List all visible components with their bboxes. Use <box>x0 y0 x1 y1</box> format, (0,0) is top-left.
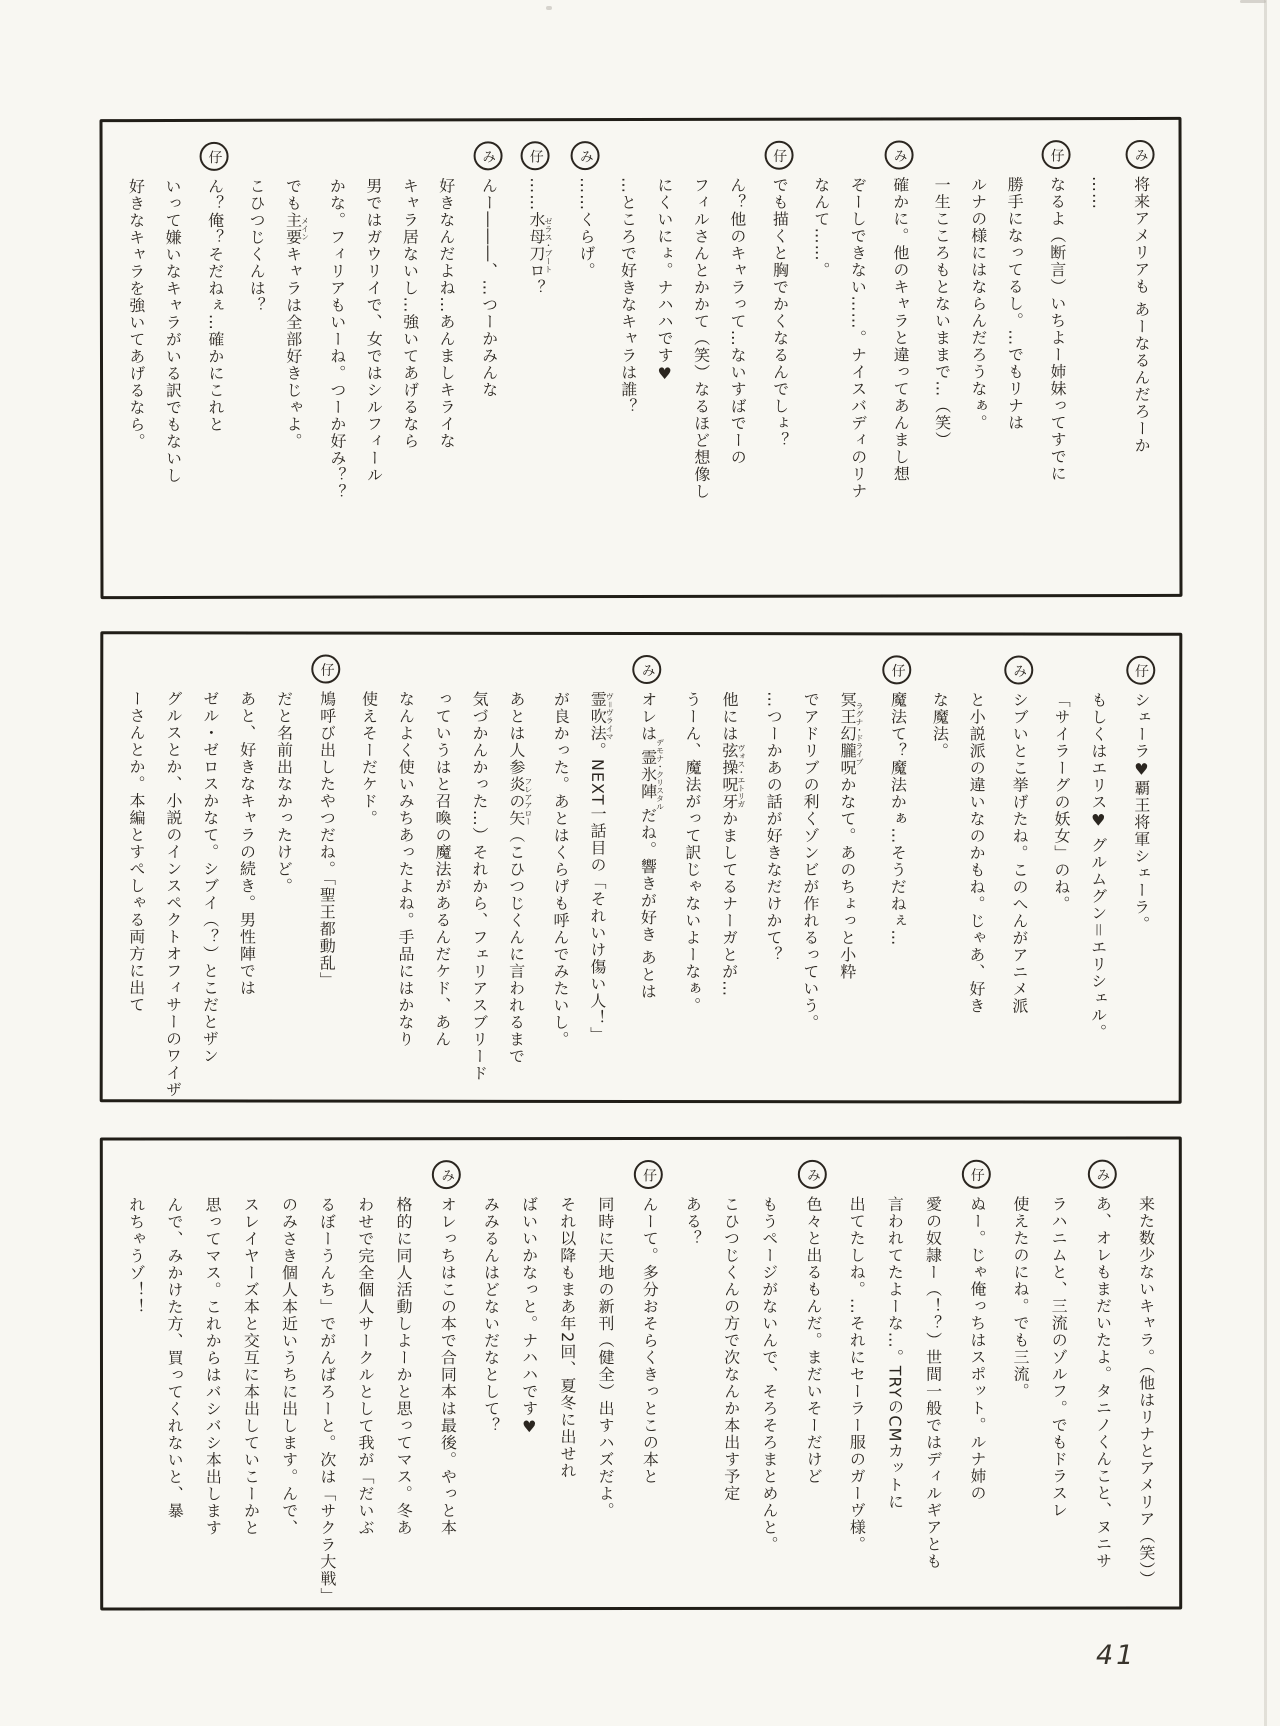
column-text: こひつじくんは？ <box>246 177 267 314</box>
speaker-mark-kohitsuji: 仔 <box>1042 140 1071 169</box>
text-column <box>521 141 553 296</box>
column-text: 他には弦操呪牙ヴォス・エトリガかましてるナーガとが… <box>719 691 746 998</box>
column-text: 格的に同人活動しよーかと思ってマス。冬あ <box>393 1196 414 1537</box>
speaker-mark-kohitsuji: 仔 <box>634 1160 663 1189</box>
column-text: 好きなんだよね…あんましキライな <box>436 177 457 450</box>
speaker-mark-mimirun: み <box>571 141 600 170</box>
speaker-mark-mimirun: み <box>1087 1160 1116 1189</box>
column-text: 霊吹法ヴ＝ヴライマ。NEXT一話目の「それいけ傷い人！」 <box>587 690 615 1044</box>
column-text: ラハニムと、三流のゾルフ。でもドラスレ <box>1049 1195 1069 1519</box>
page-number: 41 <box>1096 1640 1137 1671</box>
column-text: 将来アメリアも あーなるんだろーか <box>1131 175 1152 455</box>
text-column <box>203 1196 221 1536</box>
column-text: 魔法て？魔法かぁ…そうだねぇ… <box>888 691 908 947</box>
panel-3 <box>100 1137 1182 1611</box>
panel-3-columns <box>103 1140 1179 1608</box>
text-column <box>1052 692 1070 913</box>
column-text: ぬー。じゃ俺っちはスポット。ルナ姉の <box>967 1195 988 1502</box>
column-text: かな。フィリアもいーね。つーか好み？？ <box>327 177 348 501</box>
column-text: れちゃうゾ！！ <box>126 1196 146 1316</box>
text-column <box>1004 656 1034 1015</box>
column-text: 勝手になってるし。…でもリナは <box>1005 176 1025 432</box>
text-column <box>1049 1196 1067 1519</box>
text-column <box>885 140 915 482</box>
panel-1 <box>99 117 1182 599</box>
column-text: な魔法。 <box>930 691 950 760</box>
text-column <box>596 1196 614 1519</box>
column-text: 冥王幻朧呪ラグナ・ドライブかなて。あのちょっと小粋 <box>837 691 865 981</box>
column-text: 使えたのにね。でも三流。 <box>1010 1195 1031 1400</box>
text-column <box>558 1196 576 1479</box>
column-text: ルナの様にはならんだろうなぁ。 <box>968 176 989 432</box>
column-text: 使えそーだケド。 <box>359 690 379 827</box>
column-text: んー―――、…つーかみんな <box>479 177 499 399</box>
column-text: 男ではガウリイで、女ではシルフィール <box>363 177 384 484</box>
column-text: ぞーしできない……。ナイスバディのリナ <box>848 176 868 500</box>
text-column <box>969 176 987 431</box>
text-column <box>356 1196 374 1536</box>
column-text: わせで完全個人サークルとして我が「だいぶ <box>355 1196 376 1537</box>
text-column <box>200 690 218 1064</box>
column-text: あとは人参炎の矢フレアアロー（こひつじくんに言われるまで <box>506 690 533 1065</box>
column-text: でアドリブの利くゾンビが作れるっていう。 <box>800 691 821 1032</box>
speaker-mark-mimirun: み <box>1004 656 1033 685</box>
text-column <box>1126 140 1156 454</box>
text-column <box>274 690 292 894</box>
text-column <box>848 177 867 500</box>
speaker-mark-mimirun: み <box>798 1160 827 1189</box>
column-text: るぼーうんち」でがんばろーと。次は「サクラ大戦」 <box>317 1196 337 1605</box>
text-column <box>127 690 145 1013</box>
column-text: が良かった。あとはくらげも呼んでみたいし。 <box>550 690 571 1048</box>
column-text: ん？他のキャラって…ないすばでーの <box>727 176 748 466</box>
column-text: シェーラ♥覇王将軍シェーラ。 <box>1131 691 1151 933</box>
text-column <box>801 691 819 1031</box>
text-column <box>683 1196 701 1247</box>
text-column <box>691 177 710 500</box>
speaker-mark-mimirun: み <box>473 141 502 170</box>
column-text: でも描くと胸でかくなるんでしょ？ <box>770 176 790 449</box>
text-column <box>962 1160 991 1502</box>
text-column <box>127 178 145 450</box>
text-column <box>237 690 255 996</box>
column-text: んーて。多分おそらくきっとこの本と <box>640 1195 660 1486</box>
text-column <box>1137 1196 1155 1588</box>
text-column <box>163 178 182 484</box>
column-text: んで、みかけた方、買ってくれないと、暴 <box>164 1196 185 1520</box>
column-text: みみるんはどないだなとして？ <box>481 1196 501 1435</box>
text-column <box>280 1196 298 1536</box>
text-column <box>318 1196 336 1604</box>
column-text: なんて……。 <box>811 176 831 279</box>
speaker-mark-mimirun: み <box>432 1160 461 1189</box>
text-column <box>838 691 864 980</box>
text-column <box>327 178 346 501</box>
text-column <box>634 1160 663 1485</box>
column-text: 同時に天地の新刊（健全）出すハズだよ。 <box>595 1196 616 1520</box>
text-column <box>812 177 830 279</box>
text-column <box>798 1160 827 1485</box>
text-column <box>632 655 664 1000</box>
text-column <box>433 691 451 1048</box>
speaker-mark-kohitsuji: 仔 <box>521 141 550 170</box>
page-edge-shadow <box>1264 0 1267 1726</box>
text-column <box>720 691 746 997</box>
text-column <box>764 141 794 449</box>
text-column <box>364 178 383 484</box>
speaker-mark-mimirun: み <box>885 140 914 169</box>
column-text: 確かに。他のキャラと違ってあんまし想 <box>890 176 911 483</box>
scan-artifact <box>546 6 552 10</box>
text-column <box>470 691 488 1082</box>
text-column <box>1005 176 1023 431</box>
column-text: 愛の奴隷ー（！？）世間一般ではディルギアとも <box>923 1195 943 1570</box>
column-text: と小説派の違いなのかもね。じゃあ、好き <box>966 691 987 1015</box>
column-text: だと名前出なかったけど。 <box>274 690 294 895</box>
text-column <box>885 1196 903 1511</box>
text-column <box>1042 140 1072 482</box>
column-text: ーさんとか。本編とすぺしゃる両方に出て <box>126 690 147 1014</box>
panel-2-columns <box>103 634 1180 1101</box>
text-column <box>396 691 414 1048</box>
column-text: もうページがないんで、そろそろまとめんと。 <box>759 1195 780 1553</box>
column-text: あと、好きなキャラの続き。男性陣では <box>237 690 257 997</box>
speaker-mark-kohitsuji: 仔 <box>764 141 793 170</box>
column-text: …つーかあの話が好きなだけかて？ <box>763 691 784 964</box>
column-text: っていうはと召喚の魔法があるんだケド、あん <box>432 690 453 1048</box>
speaker-mark-mimirun: み <box>1126 140 1155 169</box>
column-text: 来た数少ないキャラ。（他はリナとアメリア（笑）） <box>1136 1195 1156 1588</box>
text-column <box>571 141 600 279</box>
text-column <box>924 1196 942 1570</box>
text-column <box>728 177 747 466</box>
text-column <box>683 691 701 1014</box>
speaker-mark-kohitsuji: 仔 <box>1126 656 1155 685</box>
column-text: オレは霊氷陣デモナ・クリスタルだね。響きが好き あとは <box>638 690 665 1001</box>
text-column <box>655 177 673 384</box>
column-text: 色々と出るもんだ。まだいそーだけど <box>803 1195 824 1485</box>
text-column <box>967 691 985 1014</box>
column-text: いって嫌いなキャラがいる訳でもないし <box>162 177 183 485</box>
speaker-mark-kohitsuji: 仔 <box>312 655 341 684</box>
text-column <box>473 141 503 398</box>
speaker-mark-kohitsuji: 仔 <box>962 1160 991 1189</box>
column-text: 言われてたよーな…。TRYのCMカットに <box>885 1195 905 1511</box>
text-column <box>507 691 533 1065</box>
column-text: 気づかんかった…）それから、フェリアスブリード <box>469 690 490 1082</box>
speaker-mark-mimirun: み <box>633 655 662 684</box>
text-column <box>722 1196 740 1502</box>
column-text: なんよく使いみちあったよね。手品にはかなり <box>395 690 416 1048</box>
column-text: キャラ居ないし…強いてあげるなら <box>400 177 420 450</box>
text-column <box>127 1196 145 1315</box>
column-text: あ、オレもまだいたよ。タニノくんこと、ヌニサ <box>1093 1195 1113 1570</box>
column-text: ……くらげ。 <box>576 177 597 280</box>
column-text: グルスとか、小説のインスペクトオフィサーのワイザ <box>163 690 184 1099</box>
column-text: 鳩呼び出したやつだね。「聖王都動乱」 <box>317 690 337 989</box>
column-text: なるよ（断言）いちよー姉妹ってすでに <box>1047 176 1068 483</box>
scan-artifact <box>1240 0 1266 3</box>
text-column <box>311 655 340 989</box>
text-column <box>247 178 265 314</box>
text-column <box>520 1196 538 1437</box>
text-column <box>764 691 782 963</box>
text-column <box>1089 176 1107 210</box>
column-text: ……水母刀ロゼラス・ブート？ <box>526 177 554 297</box>
column-text: ある？ <box>683 1195 703 1247</box>
text-column <box>588 691 614 1044</box>
text-column <box>618 177 636 415</box>
column-text: 好きなキャラを強いてあげるなら。 <box>126 178 147 451</box>
text-column <box>1126 656 1155 933</box>
column-text: うーん、魔法がって訳じゃないよーなぁ。 <box>682 691 703 1015</box>
column-text: こひつじくんの方で次なんか本出す予定 <box>721 1195 741 1502</box>
column-text: シブいとこ挙げたね。このへんがアニメ派 <box>1009 691 1030 1015</box>
column-text: それ以降もまあ年2回、夏冬に出せれ <box>557 1196 577 1480</box>
column-text: …ところで好きなキャラは誰？ <box>618 177 638 416</box>
column-text: にくいにょ。ナハハです♥ <box>654 176 675 384</box>
text-column <box>359 691 377 827</box>
text-column <box>760 1196 778 1553</box>
text-column <box>1087 1160 1116 1570</box>
column-text: スレイヤーズ本と交互に本出していこーかと <box>241 1196 261 1537</box>
column-text: ゼル・ゼロスかなて。シブイ（？）とこだとザン <box>200 690 220 1065</box>
text-column <box>241 1196 259 1536</box>
text-column <box>165 1196 183 1519</box>
text-column <box>164 690 182 1098</box>
text-column <box>394 1196 412 1536</box>
text-column <box>847 1196 865 1553</box>
column-text: ばいいかなっと。ナハハです♥ <box>519 1196 539 1438</box>
text-column <box>551 691 569 1048</box>
column-text: 思ってマス。これからはバシバシ本出します <box>203 1196 223 1537</box>
speaker-mark-kohitsuji: 仔 <box>199 142 228 171</box>
text-column <box>481 1196 499 1434</box>
column-text: でも主要メインキャラは全部好きじゃよ。 <box>283 177 310 450</box>
text-column <box>1011 1196 1029 1400</box>
text-column <box>882 655 911 946</box>
text-column <box>1089 692 1107 1041</box>
panel-1-columns <box>103 120 1180 596</box>
text-column <box>930 691 948 759</box>
column-text: オレっちはこの本で合同本は最後。やっと本 <box>438 1196 458 1537</box>
column-text: ん？俺？そだねぇ…確かにこれと <box>205 177 226 433</box>
panel-2 <box>100 631 1183 1104</box>
column-text: 「サイラーグの妖女」のね。 <box>1051 691 1072 913</box>
text-column <box>932 176 950 448</box>
speaker-mark-kohitsuji: 仔 <box>883 655 912 684</box>
column-text: 出てたしね。…それにセーラー服のガーヴ様。 <box>847 1195 867 1553</box>
column-text: フィルさんとかかて（笑）なるほど想像し <box>691 176 711 500</box>
column-text: もしくはエリス♥ グルムグン＝エリシェル。 <box>1088 691 1109 1041</box>
text-column <box>199 142 229 433</box>
column-text: のみさき個人本近いうちに出します。んで、 <box>279 1196 299 1537</box>
text-column <box>400 177 418 449</box>
text-column <box>432 1160 461 1536</box>
text-column <box>437 177 455 449</box>
text-column <box>284 178 310 450</box>
column-text: 一生こころもとないままで…（笑） <box>932 176 952 449</box>
column-text: …… <box>1089 176 1109 211</box>
